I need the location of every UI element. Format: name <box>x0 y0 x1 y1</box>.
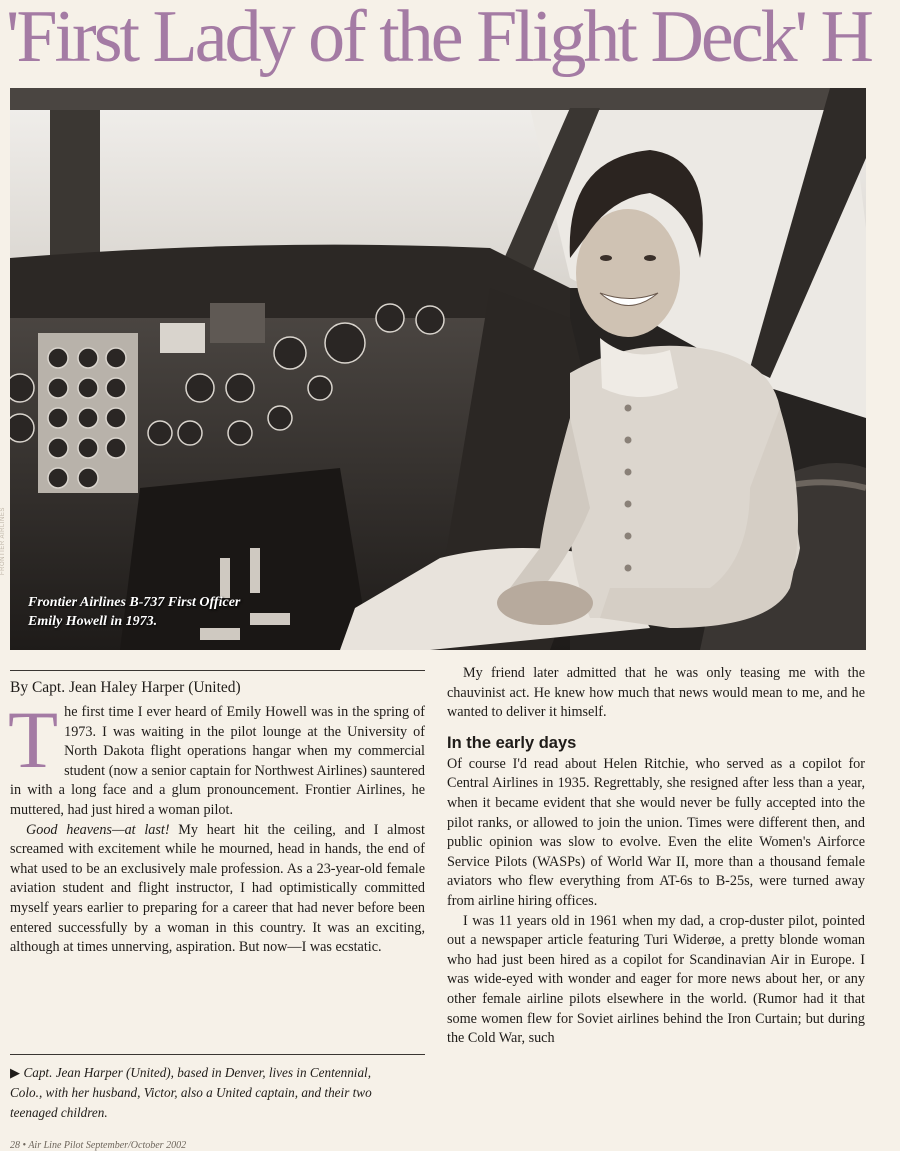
article-right-column <box>447 664 865 1049</box>
paragraph-3: My friend later admitted that he was only teasing me with the chauvinist act. He knew how much that news would mean to me, and he wanted to deliver it himself. <box>447 665 865 721</box>
article-left-column <box>8 694 425 958</box>
paragraph-1 <box>8 694 425 821</box>
byline: By Capt. Jean Haley Harper (United) <box>10 679 241 696</box>
paragraph-5: I was 11 years old in 1961 when my dad, a crop-duster pilot, pointed out a newspaper article featuring Turi Widerøe, a pretty blonde woman who had just been hired as a copilot for Scandinavian Air in Europe. I was wide-eyed with wonder and eager for more news about her, or any other female airline pilots elsewhere in the world. (Rumor had it that some women flew for Soviet airlines behind the Iron Curtain; but during the Cold War, such <box>447 912 865 1047</box>
cockpit-photo-illustration <box>10 88 866 650</box>
page-footer: 28 • Air Line Pilot September/October 2002 <box>10 1140 187 1151</box>
bio-text: Capt. Jean Harper (United), based in Denver, lives in Centennial, Colo., with her husband, Victor, also a United captain, and their two teenaged children. <box>10 1065 372 1120</box>
author-bio <box>10 1063 400 1123</box>
paragraph-2-text: My heart hit the ceiling, and I almost screamed with excitement while he mourned, head in hands, the end of what used to be an exclusively male profession. As a 23-year-old female aviation student and flight instructor, I had optimistically committed myself years earlier to preparing for a career that had never before been entered successfully by a woman in this country. It was an exciting, although at times unnerving, aspiration. But now—I was ecstatic. <box>10 821 425 956</box>
bio-rule <box>10 1054 425 1055</box>
paragraph-1-text: he first time I ever heard of Emily Howell was in the spring of 1973. I was waiting in the pilot lounge at the University of North Dakota flight operations hangar when my commercial student (now a senior captain for Northwest Airlines) sauntered in with a long face and a glum pronouncement. Frontier Airlines, he muttered, had just hired a woman pilot. <box>10 704 425 818</box>
photo-caption-line2: Emily Howell in 1973. <box>28 614 158 629</box>
headline: 'First Lady of the Flight Deck' H <box>6 0 871 78</box>
photo-credit: FRONTIER AIRLINES <box>0 507 6 575</box>
cockpit-photo <box>10 88 866 650</box>
byline-rule <box>10 670 425 671</box>
paragraph-2 <box>10 821 425 958</box>
bio-marker-icon: ▶ <box>10 1065 21 1080</box>
drop-cap: T <box>8 694 59 785</box>
paragraph-2-emphasis: Good heavens—at last! <box>26 821 170 838</box>
photo-caption <box>28 593 240 631</box>
photo-caption-line1: Frontier Airlines B-737 First Officer <box>28 595 241 610</box>
paragraph-4: Of course I'd read about Helen Ritchie, who served as a copilot for Central Airlines in 1935. Regrettably, she resigned after less than a year, when it became evident that she would never be fully accepted into the pilot ranks, or allowed to join the union. Times were different then, and public opinion was slow to evolve. Even the elite Women's Airforce Service Pilots (WASPs) of World War II, more than a thousand female aviators who flew everything from AT-6s to B-25s, were turned away from airline hiring offices. <box>447 755 865 909</box>
subheading: In the early days <box>447 733 577 752</box>
